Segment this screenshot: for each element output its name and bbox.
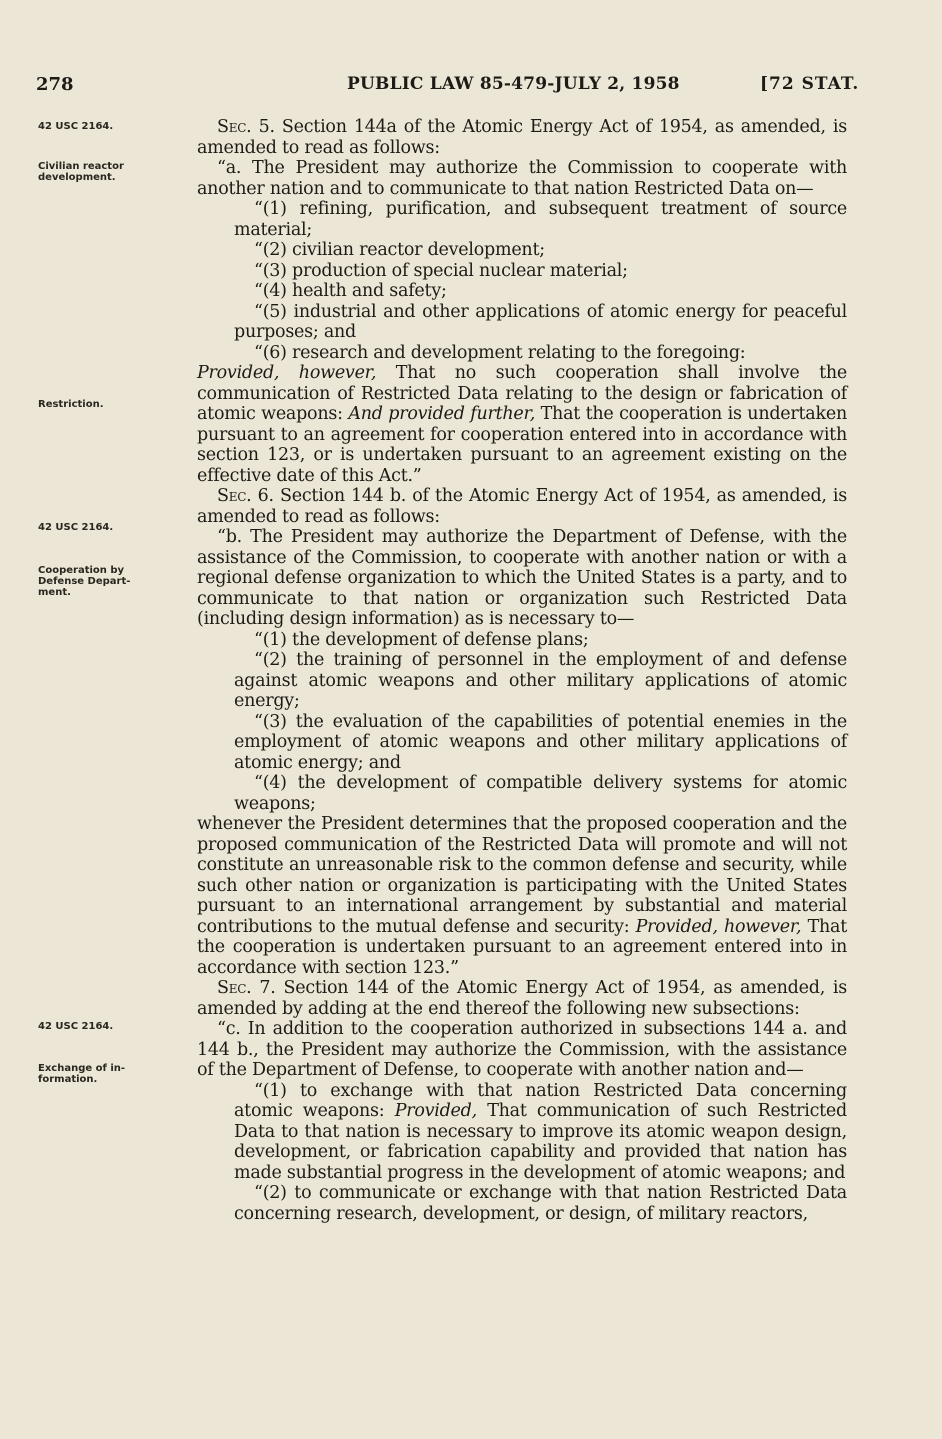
proviso-text: That the cooperation is undertaken pursuant to an agreement entered into in accordance with section 123.” [197, 916, 847, 978]
margin-note-restriction: Restriction. [38, 399, 104, 410]
clause: “(6) research and development relating to the foregoing: [254, 342, 746, 363]
proviso-italic: Provided, [394, 1101, 477, 1121]
clause: “(4) health and safety; [254, 281, 447, 301]
clause: “(2) civilian reactor development; [254, 240, 545, 260]
section-label: Sec. 7. [217, 978, 276, 998]
clause [234, 1081, 847, 1184]
clause: “(1) refining, purification, and subsequent treatment of source material; [234, 199, 847, 240]
running-head: PUBLIC LAW 85-479-JULY 2, 1958 [347, 74, 680, 94]
section-label: Sec. 6. [217, 486, 274, 506]
clause-text: That communication of such Restricted Data to that nation is necessary to improve its atomic weapon design, development, or fabrication capability and provided that nation has made substantial progress in the development of atomic weapons; and [234, 1101, 847, 1183]
section-text: Section 144a of the Atomic Energy Act of 1954, as amended, is amended to read as follows: [197, 117, 847, 158]
proviso-italic: Provided, however, [635, 916, 802, 937]
proviso-text: That no such cooperation shall involve the communication of Restricted Data relating to the design or fabrication of atomic weapons: [197, 363, 847, 424]
clause-text: “(1) to exchange with that nation Restricted Data concerning atomic weapons: [234, 1080, 847, 1121]
statute-reference: [72 STAT. [760, 74, 860, 94]
whenever-text: whenever the President determines that the proposed cooperation and the proposed communication of the Restricted Data will promote and will not constitute an unreasonable risk to the common defense and security, while such other nation or organization is participating with the United States pursuant to an international arrangement by substantial and material contributions to the mutual defense and security: [197, 814, 847, 937]
document-body [197, 117, 847, 1224]
margin-note-usc: 42 USC 2164. [38, 522, 114, 533]
section-label: Sec. 5. [217, 117, 275, 137]
clause: “(5) industrial and other applications of atomic energy for peaceful purposes; and [234, 301, 847, 342]
proviso-italic: And provided further, [348, 404, 536, 424]
section-5-paragraph [197, 117, 847, 158]
subsection-c-intro: “c. In addition to the cooperation authorized in subsections 144 a. and 144 b., the President may authorize the Commission, with the assistance of the Department of Defense, to cooperate with another nation and— [197, 1019, 847, 1080]
proviso-italic: Provided, however, [197, 363, 377, 383]
section-6-paragraph [197, 486, 847, 527]
section-7-paragraph [197, 978, 847, 1019]
proviso-text: That the cooperation is undertaken pursuant to an agreement for cooperation entered into in accordance with section 123, or is undertaken pursuant to an agreement existing on the effective date of this Act.” [197, 404, 847, 486]
restriction-proviso [197, 363, 847, 486]
margin-note-usc: 42 USC 2164. [38, 121, 114, 132]
margin-note-cooperation-defense: Cooperation by Defense Depart- ment. [38, 565, 131, 598]
subsection-b-intro: “b. The President may authorize the Department of Defense, with the assistance of the Commission, to cooperate with another nation or with a regional defense organization to which the United States is a party, and to communicate to that nation or organization such Restricted Data (including design information) as is necessary to— [197, 527, 847, 629]
clause: “(3) the evaluation of the capabilities of potential enemies in the employment of atomic weapons and other military applications of atomic energy; and [234, 711, 847, 773]
margin-note-usc: 42 USC 2164. [38, 1021, 114, 1032]
clause: “(2) to communicate or exchange with that nation Restricted Data concerning research, development, or design, of military reactors, [234, 1183, 847, 1224]
clause: “(4) the development of compatible delivery systems for atomic weapons; [234, 773, 847, 814]
margin-note-civilian-reactor: Civilian reactor development. [38, 161, 124, 183]
subsection-a-intro: “a. The President may authorize the Commission to cooperate with another nation and to communicate to that nation Restricted Data on— [197, 158, 847, 199]
section-text: Section 144 b. of the Atomic Energy Act of 1954, as amended, is amended to read as follows: [197, 486, 847, 527]
whenever-paragraph [197, 814, 847, 978]
section-text: Section 144 of the Atomic Energy Act of 1954, as amended, is amended by adding at the end thereof the following new subsections: [197, 978, 847, 1019]
margin-note-exchange-information: Exchange of in- formation. [38, 1063, 126, 1085]
clause: “(1) the development of defense plans; [254, 629, 589, 650]
clause: “(3) production of special nuclear material; [254, 260, 628, 281]
page-number: 278 [36, 74, 74, 95]
clause: “(2) the training of personnel in the employment of and defense against atomic weapons and other military applications of atomic energy; [234, 650, 847, 711]
